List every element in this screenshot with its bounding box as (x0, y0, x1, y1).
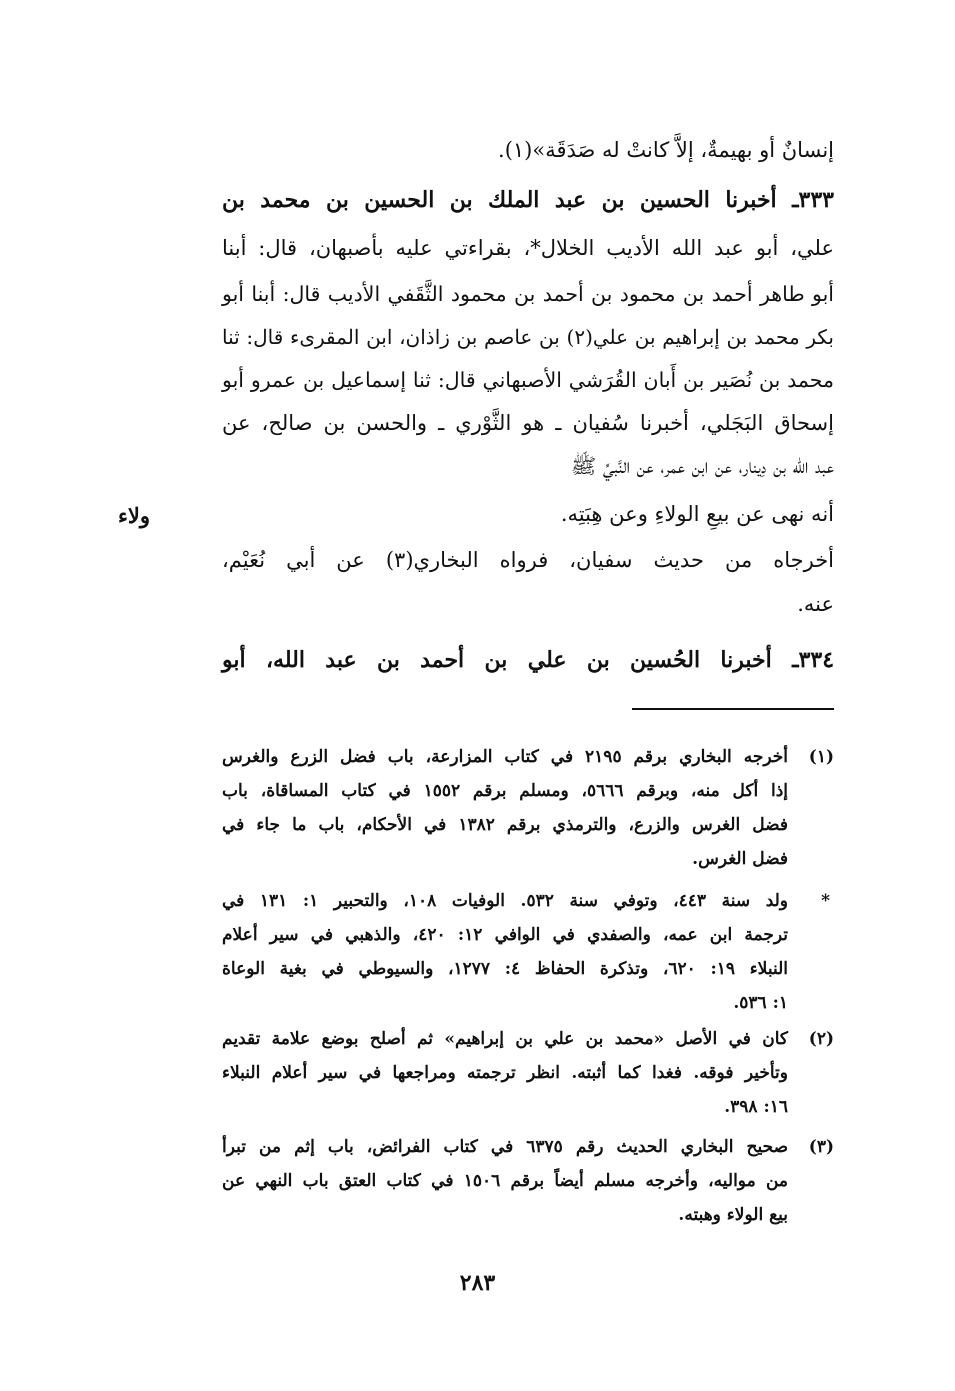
footnote-line: إذا أكل منه، وبرقم ٥٦٦٦، ومسلم برقم ١٥٥٢ في كتاب المساقاة، باب (222, 781, 789, 801)
footnote-line: ولد سنة ٤٤٣، وتوفي سنة ٥٣٢. الوفيات ١٠٨، والتحبير ١: ١٣١ في (222, 891, 789, 911)
text-line: إسحاق البَجَلي، أخبرنا سُفيان ـ هو الثَّوْري ـ والحسن بن صالح، عن (222, 411, 834, 435)
text-line: محمد بن نُصَير بن أَبان القُرَشي الأصبهاني قال: ثنا إسماعيل بن عمرو أبو (222, 368, 834, 392)
text-line: أخرجاه من حديث سفيان، فرواه البخاري(٣) عن أبي نُعَيْم، (222, 548, 835, 572)
text-line: بكر محمد بن إبراهيم بن علي(٢) بن عاصم بن زاذان، ابن المقرىء قال: ثنا (222, 325, 834, 349)
footnote-line: ١٦: ٣٩٨. (724, 1097, 788, 1117)
hadith-333-heading: ٣٣٣ـ أخبرنا الحسين بن عبد الملك بن الحسين بن محمد بن (222, 187, 834, 213)
text-line: علي، أبو عبد الله الأديب الخلال*، بقراءتي عليه بأصبهان، قال: أبنا (222, 236, 834, 260)
hadith-334-heading: ٣٣٤ـ أخبرنا الحُسين بن علي بن أحمد بن عبد الله، أبو (222, 647, 835, 673)
footnote-line: فضل الغرس والزرع، والترمذي برقم ١٣٨٢ في الأحكام، باب ما جاء في (222, 815, 788, 835)
footnote-separator (632, 708, 834, 710)
footnote-line: من مواليه، وأخرجه مسلم أيضاً برقم ١٥٠٦ في كتاب العتق باب النهي عن (222, 1171, 788, 1191)
footnote-marker: (١) (808, 747, 834, 767)
footnote-line: بيع الولاء وهبته. (678, 1205, 788, 1225)
footnote-line: النبلاء ١٩: ٦٢٠، وتذكرة الحفاظ ٤: ١٢٧٧، والسيوطي في بغية الوعاة (222, 959, 788, 979)
page-number: ٢٨٣ (459, 1270, 496, 1296)
text-line: أبو طاهر أحمد بن محمود بن أحمد بن محمود الثَّقَفي الأديب قال: أبنا أبو (222, 282, 834, 306)
text-line: عنه. (797, 592, 834, 616)
footnote-marker: (٢) (808, 1029, 834, 1049)
footnote-line: وتأخير فوقه. فغدا كما أثبته. انظر ترجمته ومراجعها في سير أعلام النبلاء (222, 1063, 788, 1083)
hadith-matn: أنه نهى عن بيعِ الولاءِ وعن هِبَتِه. (560, 502, 834, 526)
footnote-marker: (٣) (808, 1137, 834, 1157)
footnote-line: كان في الأصل «محمد بن علي بن إبراهيم» ثم أصلح بوضع علامة تقديم (222, 1029, 788, 1049)
footnote-line: ١: ٥٣٦. (733, 993, 788, 1013)
footnote-marker: * (821, 891, 830, 911)
footnote-line: ترجمة ابن عمه، والصفدي في الوافي ١٢: ٤٢٠، والذهبي في سير أعلام (222, 925, 788, 945)
text-line: إنسانٌ أو بهيمةٌ، إلاَّ كانتْ له صَدَقَة»(١). (498, 138, 834, 162)
text-line: عبد الله بن دِينار، عن ابن عمر، عن النَّبيِّ ﷺ (570, 454, 834, 478)
footnote-line: فضل الغرس. (692, 849, 788, 869)
margin-note: ولاء (118, 503, 150, 528)
footnote-line: صحيح البخاري الحديث رقم ٦٣٧٥ في كتاب الفرائض، باب إثم من تبرأ (222, 1137, 789, 1157)
footnote-line: أخرجه البخاري برقم ٢١٩٥ في كتاب المزارعة، باب فضل الزرع والغرس (222, 747, 788, 767)
